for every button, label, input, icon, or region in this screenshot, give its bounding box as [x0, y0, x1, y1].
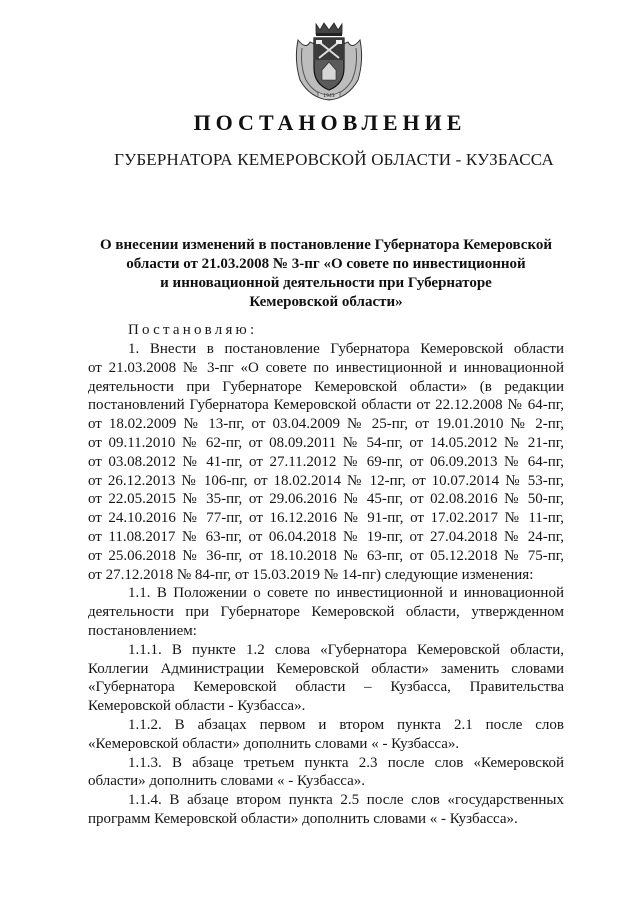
title-line: Кемеровской области» — [249, 294, 403, 310]
paragraph-line: 1.1. В Положении о совете по инвестиционной и инновационной — [128, 585, 564, 602]
paragraph-line: от 18.02.2009 № 13-пг, от 03.04.2009 № 25-пг, от 19.01.2010 № 2-пг, — [88, 416, 564, 433]
emblem-ribbon-text: 1943 — [323, 94, 335, 99]
document-type: ПОСТАНОВЛЕНИЕ — [193, 110, 467, 135]
document-body — [88, 340, 564, 829]
paragraph-line: от 26.12.2013 № 106-пг, от 18.02.2014 № 12-пг, от 10.07.2014 № 53-пг, — [88, 472, 564, 489]
title-line: О внесении изменений в постановление Губернатора Кемеровской — [99, 237, 553, 253]
paragraph-line: 1.1.2. В абзацах первом и втором пункта 2.1 после слов — [128, 716, 564, 733]
paragraph-line: «Кемеровской области» дополнить словами « - Кузбасса». — [88, 735, 460, 752]
paragraph-line: программ Кемеровской области» дополнить словами « - Кузбасса». — [88, 810, 518, 827]
document-title — [88, 236, 564, 312]
paragraph-line: от 25.06.2018 № 36-пг, от 18.10.2018 № 63-пг, от 05.12.2018 № 75-пг, — [88, 547, 564, 564]
paragraph-line: постановлением: — [88, 622, 197, 639]
paragraph-line: от 27.12.2018 № 84-пг, от 15.03.2019 № 14-пг) следующие изменения: — [88, 566, 534, 583]
paragraph-line: от 11.08.2017 № 63-пг, от 06.04.2018 № 19-пг, от 27.04.2018 № 24-пг, — [88, 528, 564, 545]
paragraph-line: 1.1.4. В абзаце втором пункта 2.5 после слов «государственных — [128, 792, 564, 809]
paragraph-line: деятельности при Губернаторе Кемеровской области» (в редакции — [88, 378, 564, 395]
paragraph-line: 1.1.3. В абзаце третьем пункта 2.3 после слов «Кемеровской — [128, 754, 564, 771]
title-line: области от 21.03.2008 № 3-пг «О совете по инвестиционной — [126, 256, 526, 272]
paragraph-line: от 22.05.2015 № 35-пг, от 29.06.2016 № 45-пг, от 02.08.2016 № 50-пг, — [88, 491, 564, 508]
paragraph-line: от 24.10.2016 № 77-пг, от 16.12.2016 № 91-пг, от 17.02.2017 № 11-пг, — [88, 510, 564, 527]
paragraph-line: от 09.11.2010 № 62-пг, от 08.09.2011 № 54-пг, от 14.05.2012 № 21-пг, — [88, 434, 564, 451]
paragraph-line: 1.1.1. В пункте 1.2 слова «Губернатора Кемеровской области, — [128, 641, 564, 658]
paragraph-line: деятельности при Губернаторе Кемеровской области, утвержденном — [88, 604, 564, 621]
paragraph-line: области» дополнить словами « - Кузбасса». — [88, 773, 365, 790]
paragraph-line: «Губернатора Кемеровской области – Кузбасса, Правительства — [88, 679, 564, 696]
title-line: и инновационной деятельности при Губернаторе — [160, 275, 492, 291]
paragraph-line: постановлений Губернатора Кемеровской области от 22.12.2008 № 64-пг, — [88, 397, 564, 414]
paragraph-line: Кемеровской области - Кузбасса». — [88, 698, 306, 715]
paragraph-line: от 21.03.2008 № 3-пг «О совете по инвестиционной и инновационной — [88, 359, 564, 376]
document-author: ГУБЕРНАТОРА КЕМЕРОВСКОЙ ОБЛАСТИ - КУЗБАССА — [114, 150, 554, 169]
paragraph-line: от 03.08.2012 № 41-пг, от 27.11.2012 № 69-пг, от 06.09.2013 № 64-пг, — [88, 453, 564, 470]
paragraph-line: 1. Внести в постановление Губернатора Кемеровской области — [128, 341, 564, 357]
preamble: Постановляю: — [128, 322, 258, 338]
kemerovo-coat-of-arms-icon — [292, 20, 366, 102]
paragraph-line: Коллегии Администрации Кемеровской области» заменить словами — [88, 660, 564, 677]
